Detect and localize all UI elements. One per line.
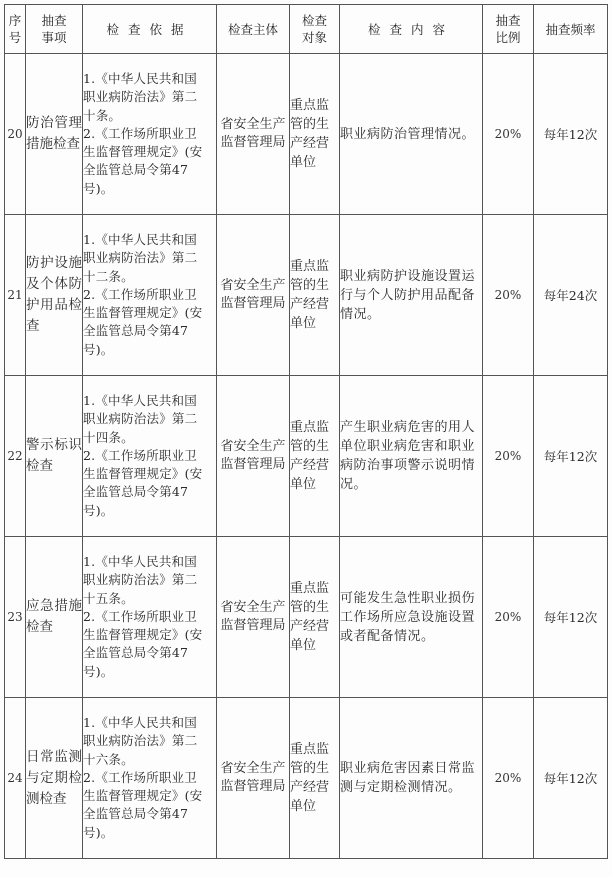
row-basis: 1.《中华人民共和国 职业病防治法》第二 十二条。 2.《工作场所职业卫 生监督管理规定》(安 全监管总局令第47 号)。 [83, 215, 217, 376]
row-content: 可能发生急性职业损伤工作场所应急设施设置或者配备情况。 [340, 537, 483, 698]
row-basis: 1.《中华人民共和国 职业病防治法》第二 十四条。 2.《工作场所职业卫 生监督管理规定》(安 全监管总局令第47 号)。 [83, 376, 217, 537]
row-seq: 24 [5, 698, 26, 859]
row-item: 应急措施检查 [26, 537, 83, 698]
row-ratio: 20% [483, 376, 534, 537]
row-object: 重点监管的生产经营单位 [290, 215, 340, 376]
table-row [5, 54, 608, 215]
table-row [5, 698, 608, 859]
row-frequency: 每年12次 [534, 537, 608, 698]
row-ratio: 20% [483, 54, 534, 215]
header-object: 检查 对象 [290, 5, 340, 54]
row-item: 日常监测与定期检测检查 [26, 698, 83, 859]
row-subject: 省安全生产 监督管理局 [217, 698, 290, 859]
row-subject: 省安全生产 监督管理局 [217, 537, 290, 698]
row-subject: 省安全生产 监督管理局 [217, 376, 290, 537]
header-seq: 序 号 [5, 5, 26, 54]
table-header-row [5, 5, 608, 54]
row-frequency: 每年12次 [534, 54, 608, 215]
row-basis: 1.《中华人民共和国 职业病防治法》第二 十五条。 2.《工作场所职业卫 生监督管理规定》(安 全监管总局令第47 号)。 [83, 537, 217, 698]
row-basis: 1.《中华人民共和国 职业病防治法》第二 十条。 2.《工作场所职业卫 生监督管理规定》(安 全监管总局令第47 号)。 [83, 54, 217, 215]
row-seq: 22 [5, 376, 26, 537]
header-ratio: 抽查 比例 [483, 5, 534, 54]
inspection-table [4, 4, 608, 859]
row-basis: 1.《中华人民共和国 职业病防治法》第二 十六条。 2.《工作场所职业卫 生监督管理规定》(安 全监管总局令第47 号)。 [83, 698, 217, 859]
row-seq: 21 [5, 215, 26, 376]
header-basis: 检查依据 [83, 5, 217, 54]
row-content: 职业病防护设施设置运行与个人防护用品配备情况。 [340, 215, 483, 376]
row-frequency: 每年12次 [534, 698, 608, 859]
row-subject: 省安全生产 监督管理局 [217, 215, 290, 376]
row-frequency: 每年12次 [534, 376, 608, 537]
row-seq: 20 [5, 54, 26, 215]
header-frequency: 抽查频率 [534, 5, 608, 54]
row-item: 防护设施及个体防护用品检查 [26, 215, 83, 376]
table-row [5, 215, 608, 376]
row-ratio: 20% [483, 215, 534, 376]
row-item: 防治管理措施检查 [26, 54, 83, 215]
row-object: 重点监管的生产经营单位 [290, 698, 340, 859]
table-row [5, 376, 608, 537]
row-subject: 省安全生产 监督管理局 [217, 54, 290, 215]
row-object: 重点监管的生产经营单位 [290, 54, 340, 215]
row-ratio: 20% [483, 537, 534, 698]
row-content: 产生职业病危害的用人单位职业病危害和职业病防治事项警示说明情况。 [340, 376, 483, 537]
table-row [5, 537, 608, 698]
row-object: 重点监管的生产经营单位 [290, 537, 340, 698]
row-object: 重点监管的生产经营单位 [290, 376, 340, 537]
row-frequency: 每年24次 [534, 215, 608, 376]
row-seq: 23 [5, 537, 26, 698]
header-subject: 检查主体 [217, 5, 290, 54]
row-ratio: 20% [483, 698, 534, 859]
row-content: 职业病危害因素日常监测与定期检测情况。 [340, 698, 483, 859]
header-item: 抽查 事项 [26, 5, 83, 54]
header-content: 检查内容 [340, 5, 483, 54]
row-content: 职业病防治管理情况。 [340, 54, 483, 215]
row-item: 警示标识检查 [26, 376, 83, 537]
